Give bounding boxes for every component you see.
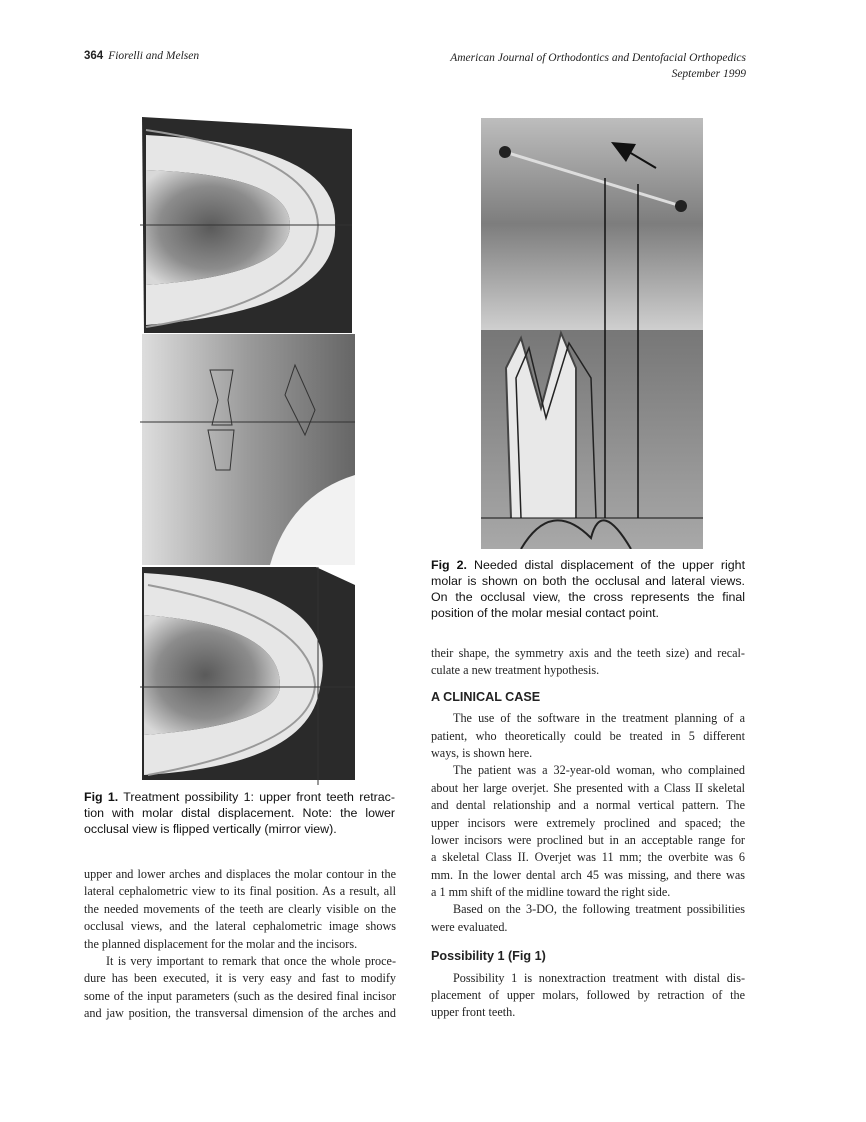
text-line: upper front teeth.: [431, 1005, 516, 1020]
text-line: and dental relationship and a normal vertical pattern. The: [431, 798, 745, 813]
text-line: Possibility 1 is nonextraction treatment with distal dis-: [453, 970, 745, 985]
text-line: culate a new treatment hypothesis.: [431, 663, 600, 678]
intro-paragraph: [431, 645, 745, 680]
text-line: some of the input parameters (such as the desired final incisor: [84, 988, 396, 1003]
caption-text: Needed distal displacement of the upper right: [474, 558, 746, 572]
text-line: were evaluated.: [431, 919, 508, 934]
text-line: occlusal views, and the lateral cephalometric image shows: [84, 919, 396, 934]
figure-2-caption: [431, 557, 745, 621]
text-line: a 1 mm shift of the midline toward the right side.: [431, 885, 671, 900]
running-header-right: [450, 50, 746, 82]
text-line: The patient was a 32-year-old woman, who complained: [453, 763, 745, 778]
text-line: the needed movements of the teeth are clearly visible on the: [84, 901, 396, 916]
caption-line: position of the molar mesial contact point.: [431, 606, 659, 620]
text-line: ways, is shown here.: [431, 745, 533, 760]
text-line: lateral cephalometric view to its final position. As a result, all: [84, 884, 396, 899]
issue-date: September 1999: [671, 68, 746, 80]
caption-line: occlusal view is flipped vertically (mirror view).: [84, 822, 337, 836]
text-line: It is very important to remark that once the whole proce-: [106, 953, 396, 968]
page-number: 364: [84, 50, 104, 62]
caption-line: [431, 557, 745, 573]
figure-label: Fig 1.: [84, 790, 119, 804]
subsection-heading: Possibility 1 (Fig 1): [431, 949, 546, 964]
text-line: about her large overjet. She presented with a Class II skeletal: [431, 780, 745, 795]
section-heading: A CLINICAL CASE: [431, 689, 541, 704]
text-line: dure has been executed, it is very easy and fast to modify: [84, 971, 396, 986]
caption-line: [84, 789, 395, 805]
figure-1-radiographs: [140, 115, 360, 785]
text-line: the planned displacement for the molar and the incisors.: [84, 936, 358, 951]
occlusal-view: [481, 118, 703, 330]
journal-title: American Journal of Orthodontics and Dentofacial Orthopedics: [450, 52, 746, 64]
left-column-text: [84, 866, 396, 1023]
authors: Fiorelli and Melsen: [108, 50, 200, 62]
figure-label: Fig 2.: [431, 558, 467, 572]
caption-line: molar is shown on both the occlusal and lateral views.: [431, 574, 745, 588]
text-line: placement of upper molars, followed by retraction of the: [431, 988, 745, 1003]
subsection-body: [431, 970, 745, 1022]
text-line: upper incisors were extremely proclined and spaced; the: [431, 815, 745, 830]
figure-2-molar-views: [481, 118, 703, 549]
right-column-text: [431, 645, 745, 1022]
text-line: patient, who theoretically could be treated in 5 different: [431, 728, 745, 743]
text-line: lower incisors were proclined but in an acceptable range for: [431, 832, 745, 847]
text-line: mm. In the lower dental arch 45 was missing, and there was: [431, 867, 745, 882]
section-body: [431, 710, 745, 936]
text-line: upper and lower arches and displaces the molar contour in the: [84, 867, 396, 881]
caption-line: tion with molar distal displacement. Note: the lower: [84, 806, 395, 820]
caption-line: On the occlusal view, the cross represents the final: [431, 590, 745, 604]
running-header-left: [84, 50, 199, 62]
figure-1-caption: [84, 789, 395, 837]
text-line: and jaw position, the transversal dimension of the arches and: [84, 1006, 396, 1021]
text-line: The use of the software in the treatment planning of a: [453, 711, 745, 726]
text-line: their shape, the symmetry axis and the teeth size) and recal-: [431, 646, 745, 660]
text-line: Based on the 3-DO, the following treatment possibilities: [453, 902, 745, 917]
caption-text: Treatment possibility 1: upper front teeth retrac-: [123, 790, 395, 804]
text-line: a skeletal Class II. Overjet was 11 mm; the overbite was 6: [431, 850, 745, 865]
